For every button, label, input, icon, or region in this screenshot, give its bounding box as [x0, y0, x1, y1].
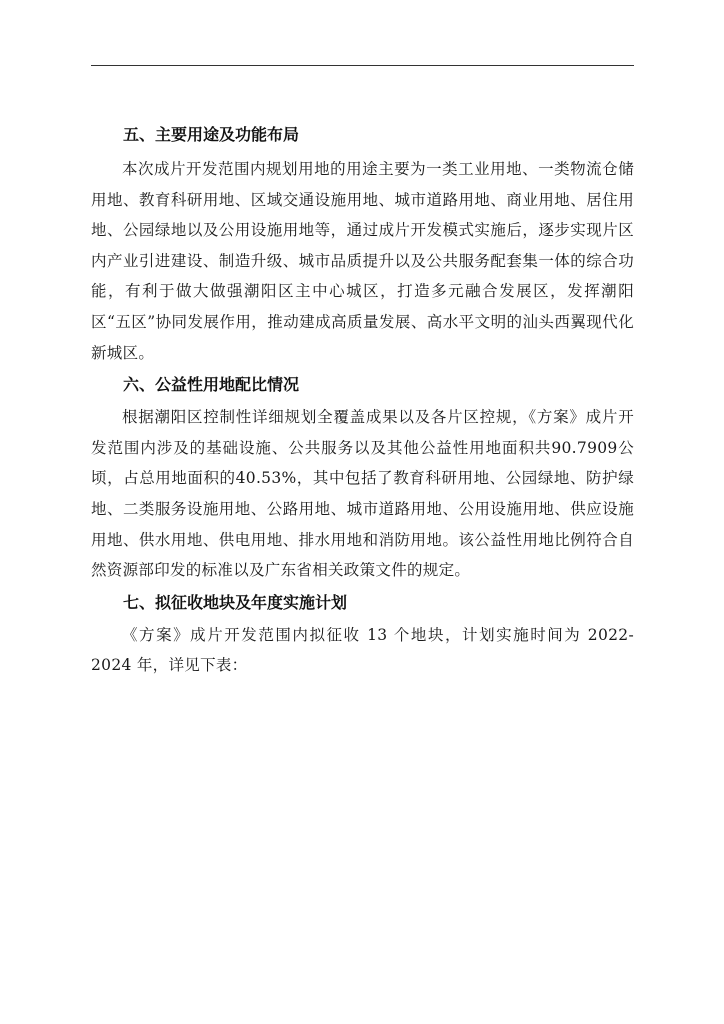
document-body	[91, 120, 634, 681]
section-heading-7: 七、拟征收地块及年度实施计划	[123, 592, 348, 612]
section-paragraph-7: 《方案》成片开发范围内拟征收 13 个地块，计划实施时间为 2022-2024 年，详见下表：	[91, 625, 634, 675]
section-heading-5: 五、主要用途及功能布局	[123, 125, 300, 144]
section-paragraph-6: 根据潮阳区控制性详细规划全覆盖成果以及各片区控规，《方案》成片开发范围内涉及的基础设施、公共服务以及其他公益性用地面积共90.7909公顷，占总用地面积的40.53%，其中包括了教育科研用地、公园绿地、防护绿地、二类服务设施用地、公路用地、城市道路用地、公用设施用地、供应设施用地、供水用地、供电用地、排水用地和消防用地。该公益性用地比例符合自然资源部印发的标准以及广东省相关政策文件的规定。	[91, 408, 634, 580]
header-rule	[91, 65, 634, 66]
section-paragraph-5: 本次成片开发范围内规划用地的用途主要为一类工业用地、一类物流仓储用地、教育科研用地、区域交通设施用地、城市道路用地、商业用地、居住用地、公园绿地以及公用设施用地等，通过成片开发模式实施后，逐步实现片区内产业引进建设、制造升级、城市品质提升以及公共服务配套集一体的综合功能，有利于做大做强潮阳区主中心城区，打造多元融合发展区，发挥潮阳区“五区”协同发展作用，推动建成高质量发展、高水平文明的汕头西翼现代化新城区。	[91, 160, 634, 362]
section-heading-6: 六、公益性用地配比情况	[123, 375, 300, 395]
